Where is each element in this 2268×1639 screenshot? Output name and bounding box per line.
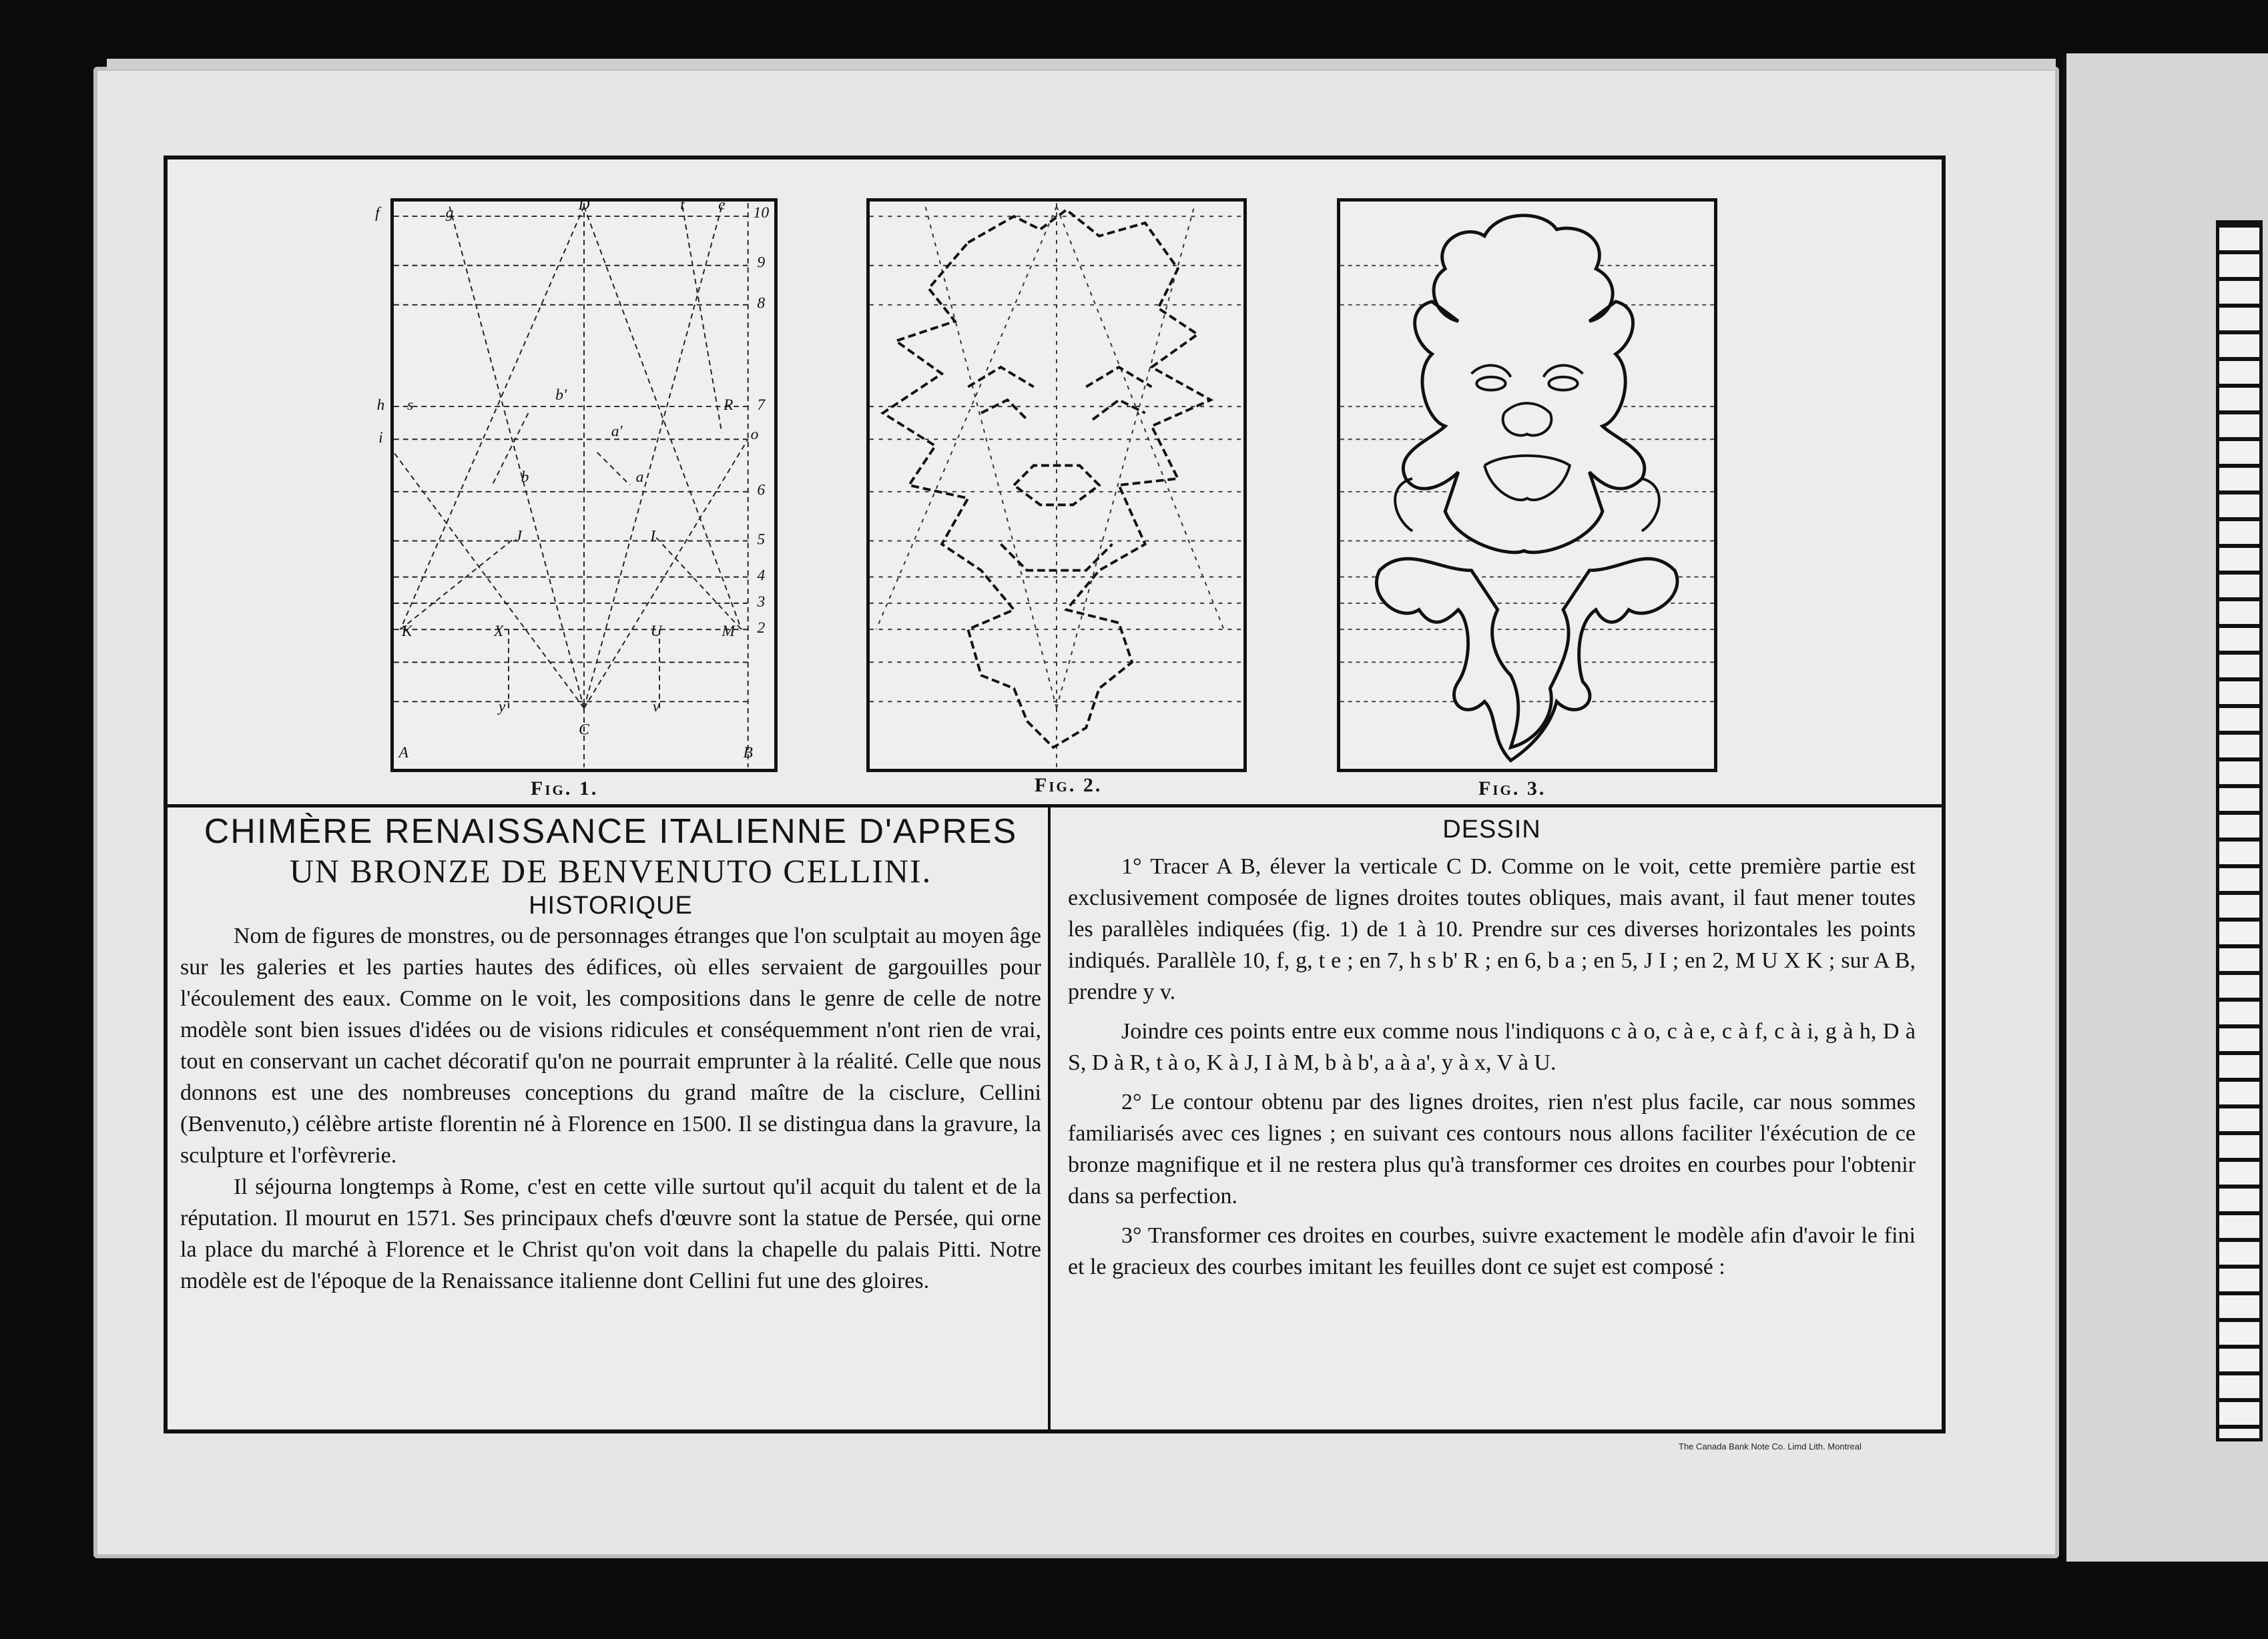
figure-2-caption: Fig. 2.: [1035, 774, 1103, 796]
dessin-column: [1068, 815, 1916, 1291]
fig1-label-X: X: [494, 623, 504, 641]
fig1-n2: 2: [757, 619, 766, 637]
main-title-line-1: CHIMÈRE RENAISSANCE ITALIENNE D'APRES: [204, 812, 1018, 851]
column-divider: [1048, 805, 1051, 1433]
fig1-label-C: C: [579, 721, 589, 739]
fig1-n8: 8: [757, 294, 766, 312]
fig1-label-I: I: [650, 527, 656, 545]
fig1-label-D: D: [578, 196, 590, 214]
scan-border: [0, 1562, 2264, 1639]
fig1-label-y: y: [498, 698, 506, 716]
dessin-heading: DESSIN: [1442, 815, 1541, 844]
sheet-edge: [107, 59, 2056, 69]
figure-2-straight-contour: [866, 198, 1247, 772]
measuring-ruler: [2216, 220, 2263, 1441]
fig1-n10: 10: [753, 204, 770, 222]
fig1-label-e: e: [718, 196, 726, 214]
dessin-join-points: Joindre ces points entre eux comme nous l'indiquons c à o, c à e, c à f, c à i, g à h, D à S, D à R, t à o, K à J, I à M, b à b', a à a', y à x, V à U.: [1068, 1019, 1916, 1075]
figure-1-construction: [375, 196, 778, 772]
fig1-label-U: U: [650, 623, 662, 641]
fig1-label-f: f: [375, 204, 380, 222]
fig1-label-s: s: [406, 396, 414, 414]
figure-3-curved-chimera: [1337, 198, 1717, 772]
fig1-label-A: A: [398, 743, 408, 761]
fig1-label-b: b: [521, 468, 529, 486]
fig1-label-v: v: [652, 698, 660, 716]
figure-1-drawing: [375, 196, 774, 769]
figure-3-drawing: [1340, 202, 1714, 769]
dessin-step-2: 2° Le contour obtenu par des lignes droites, rien n'est plus facile, car nous sommes familiarisés avec ces lignes ; en suivant ces contours nous allons faciliter l'éxécution de ce bronze magnifique et il ne restera plus qu'à transformer ces droites en courbes pour l'obtenir dans sa perfection.: [1068, 1090, 1916, 1209]
fig1-label-a: a: [635, 468, 644, 486]
fig1-label-t: t: [680, 196, 685, 214]
fig1-label-g: g: [445, 204, 454, 222]
historique-column: [180, 811, 1041, 1297]
figure-2-drawing: [870, 202, 1243, 769]
fig1-label-b-prime: b': [555, 386, 567, 404]
fig1-n9: 9: [757, 254, 766, 272]
fig1-label-h: h: [376, 396, 385, 414]
fig1-label-J: J: [515, 527, 522, 545]
main-title-line-2: UN BRONZE DE BENVENUTO CELLINI.: [289, 852, 932, 890]
figure-3-caption: Fig. 3.: [1478, 777, 1546, 799]
dessin-step-1: 1° Tracer A B, élever la verticale C D. Comme on le voit, cette première partie est exclusivement composée de lignes droites toutes obliques, mais avant, il faut mener toutes les parallèles indiquées (fig. 1) de 1 à 10. Prendre sur ces diverses horizontales les points indiqués. Parallèle 10, f, g, t e ; en 7, h s b' R ; en 6, b a ; en 5, J I ; en 2, M U X K ; sur A B, prendre y v.: [1068, 854, 1916, 1004]
fig1-label-o: o: [750, 426, 759, 444]
historique-paragraph-2: Il séjourna longtemps à Rome, c'est en cette ville surtout qu'il acquit du talent et de la réputation. Il mourut en 1571. Ses principaux chefs d'œuvre sont la statue de Persée, qui orne la place du marché à Florence et le Christ qu'on voit dans la chapelle du palais Pitti. Notre modèle est de l'époque de la Renaissance italienne dont Cellini fut une des gloires.: [180, 1175, 1041, 1293]
figure-1-caption: Fig. 1.: [531, 777, 599, 799]
dessin-step-3: 3° Transformer ces droites en courbes, suivre exactement le modèle afin d'avoir le fini et le gracieux des courbes imitant les feuilles dont ce sujet est composé :: [1068, 1223, 1916, 1279]
historique-paragraph-1: Nom de figures de monstres, ou de personnages étranges que l'on sculptait au moyen âge sur les galeries et les parties hautes des édifices, où elles servaient de gargouilles pour l'écoulement des eaux. Comme on le voit, les compositions dans le genre de celle de notre modèle sont bien issues d'idées ou de visions ridicules et conséquemment n'ont rien de vrai, tout en conservant un cachet décoratif qu'on ne pourrait emprunter à la réalité. Celle que nous donnons est une des nombreuses conceptions du grand maître de la cisclure, Cellini (Benvenuto,) célèbre artiste florentin né à Florence en 1500. Il se distingua dans la gravure, la sculpture et l'orfèvrerie.: [180, 924, 1041, 1168]
fig1-label-B: B: [743, 743, 753, 761]
fig1-label-K: K: [401, 623, 412, 641]
figures-divider: [164, 804, 1946, 807]
fig1-label-M: M: [722, 623, 736, 641]
printer-imprint: The Canada Bank Note Co. Limd Lith. Montreal: [1679, 1441, 1862, 1451]
fig1-label-a-prime: a': [611, 422, 623, 440]
fig1-n7: 7: [757, 396, 766, 414]
fig1-label-R: R: [724, 396, 734, 414]
fig1-n6: 6: [757, 481, 766, 499]
fig1-n3: 3: [757, 593, 766, 611]
fig1-label-i: i: [378, 429, 383, 447]
historique-heading: HISTORIQUE: [529, 892, 693, 920]
fig1-n4: 4: [757, 567, 766, 585]
fig1-n5: 5: [757, 531, 766, 549]
